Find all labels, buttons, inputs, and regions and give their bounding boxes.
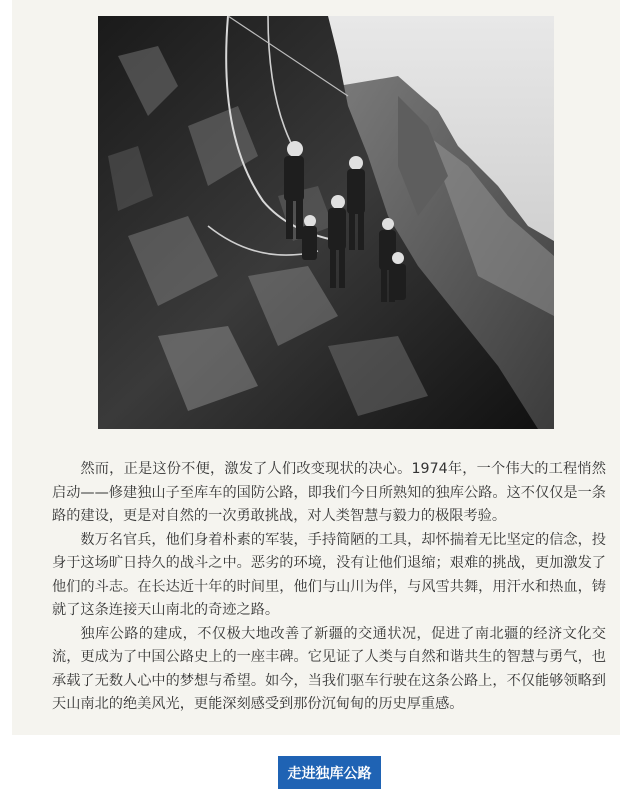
photo-illustration	[98, 16, 554, 429]
article-paragraph-3: 独库公路的建成，不仅极大地改善了新疆的交通状况，促进了南北疆的经济文化交流，更成为了中国公路史上的一座丰碑。它见证了人类与自然和谐共生的智慧与勇气，也承载了无数人心中的梦想与希望。如今，当我们驱车行驶在这条公路上，不仅能够领略到天山南北的绝美风光，更能深刻感受到那份沉甸甸的历史厚重感。	[52, 625, 606, 712]
article-paragraph-2: 数万名官兵，他们身着朴素的军装，手持简陋的工具，却怀揣着无比坚定的信念，投身于这场旷日持久的战斗之中。恶劣的环境，没有让他们退缩；艰难的挑战，更加激发了他们的斗志。在长达近十年的时间里，他们与山川为伴，与风雪共舞，用汗水和热血，铸就了这条连接天山南北的奇迹之路。	[52, 531, 606, 618]
article-paragraph-1: 然而，正是这份不便，激发了人们改变现状的决心。1974年，一个伟大的工程悄然启动——修建独山子至库车的国防公路，即我们今日所熟知的独库公路。这不仅仅是一条路的建设，更是对自然的一次勇敢挑战，对人类智慧与毅力的极限考验。	[52, 461, 606, 524]
historical-road-construction-photo	[98, 16, 554, 429]
enter-duku-highway-button[interactable]: 走进独库公路	[278, 756, 381, 789]
article-body	[52, 458, 606, 717]
article-card	[12, 0, 620, 735]
